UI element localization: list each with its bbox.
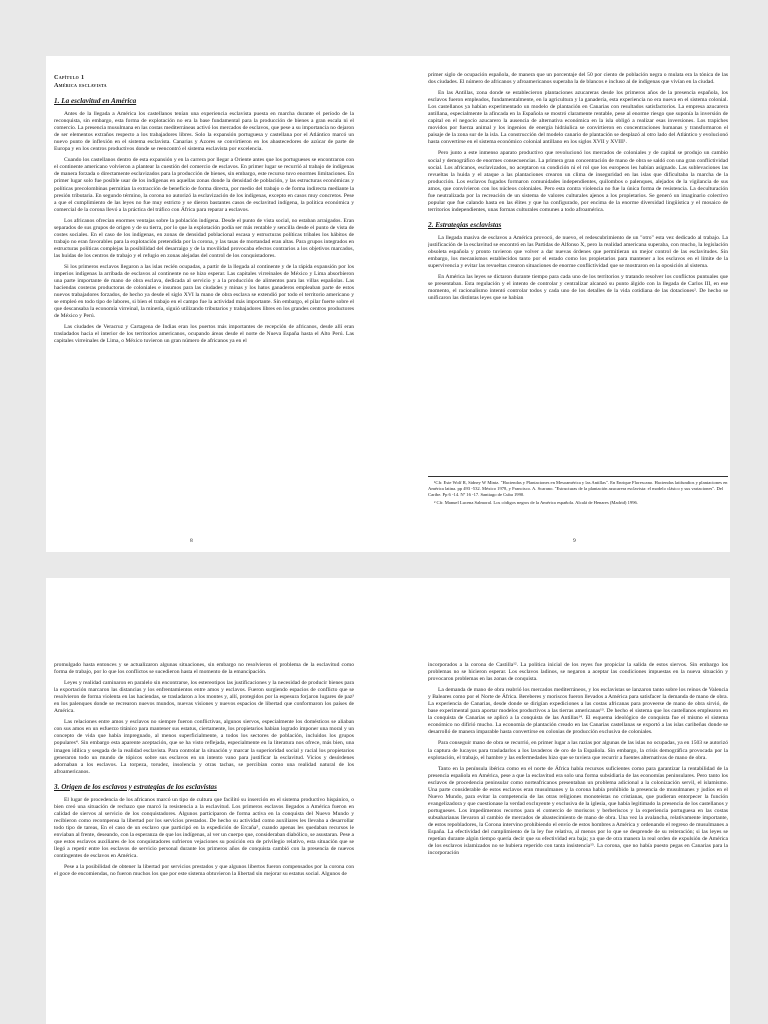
paragraph: La demanda de mano de obra reabrió los mercados mediterráneos, y los esclavistas se lanzaron tanto sobre los reinos de Valencia y Baleares como por el Norte de África. Bereberes y moriscos fueron llevados a América para satisfacer la demanda de mano de obra. La experiencia de Canarias, desde donde se dirigían expediciones a las costas africanas para proveerse de mano de obra sirvió, de base experimental para aportar modelos productivos a las tierras americanas¹³. De hecho el sistema que los castellanos emplearon en la conquista de Canarias se aplicó a la conquista de las Antillas¹⁴. El esquema ideológico de conquista fue el mismo el sistema económico no difirió mucho. La economía de plantación creado en las Canarias castellanas se exportó a las islas caribeñas donde se desarrolló de manera imparable hasta convertirse en colonias de producción exclusiva de coloniales. xyxy=(428,687,728,736)
chapter-label: Capítulo 1 xyxy=(54,74,85,81)
document-page-top xyxy=(46,56,730,552)
paragraph: El lugar de procedencia de los africanos marcó un tipo de cultura que facilitó su inserción en el sistema productivo hispánico, o bien creó una situación de rechazo que marcó la resistencia a la esclavitud. Los primeros esclavos llegados a América fueron en calidad de siervos al servicio de los conquistadores. Algunos participaron de forma activa en la conquista del Nuevo Mundo y recibieron como recompensa la libertad por los servicios prestados. De hecho su actividad como auxiliares les llevaba a desarrollar todo tipo de tareas, En el caso de un esclavo que participó en la expedición de Ercaña⁵, cuando apenas les quedaban recursos le enviaban al frente, deseando, con la esperanza de que los indígenas, al ver un cuerpo que, consideraban diabólico, se asustaran. Pese a que estos esclavos auxiliares de los conquistadores sufrieron vejaciones su posición era de privilegio relativo, esta situación que se llegó a repetir entre los esclavos de servicio personal durante los primeros años de conquista cambió con la presencia de nuevos contingentes de esclavos en América. xyxy=(54,796,354,860)
paragraph: promulgado hasta entonces y se actualizaron algunas situaciones, sin embargo no resolvieron el problema de la esclavitud como forma de trabajo, por lo que los conflictos se sucedieron hasta el momento de la emancipación. xyxy=(54,662,354,676)
paragraph: Pese a la posibilidad de obtener la libertad por servicios prestados y que algunos libertos fueron compensados por la corona con el goce de encomiendas, no fueron muchos los que por este sistema obtuvieron la libertad sin mejorar su estatus social. Algunos de xyxy=(54,864,354,878)
left-column xyxy=(54,662,354,1024)
right-column xyxy=(428,662,728,1024)
chapter-title: América esclavista xyxy=(54,82,107,89)
footnote: ² Cfr. Manuel Lucena Salmoral. Los códigos negros de la América española. Alcalá de Henares (Madrid) 1996. xyxy=(434,500,638,506)
paragraph: Cuando los castellanos dentro de esta expansión y en la carrera por llegar a Oriente antes que los portugueses se encontraron con el continente americano volvieron a plantear la cuestión del comercio de esclavos. En primer lugar se recurrió al trabajo de indígenas de manera forzada o directamente esclavizados para la producción de bienes, sin embargo, este recurso tuvo enormes limitaciones. En primer lugar solo fue posible usar de los indígenas en aquellas zonas donde la densidad de población, y las estructuras económicas y políticas precolombinas permitían la extracción de beneficio de forma directa, por medio del trabajo o de forma indirecta mediante la presión tributaria. En segundo término, la corona no autorizó la esclavización de los indígenas, excepto en casos muy concretos. Pese a que el cumplimiento de las leyes no fue muy estricto y se dieron bastantes casos de esclavitud indígena, la política económica y comercial de la corona llevó a la práctica del tráfico con África para reparar a esclavos. xyxy=(54,157,354,213)
paragraph: Para conseguir mano de obra se recurrió, en primer lugar a las razias por algunas de las islas no ocupadas, ya en 1503 se autorizó la captura de lucayos para trasladarlos a los lavaderos de oro de la Española. Sin embargo, la crisis demográfica provocada por la explotación, el trabajo, el hambre y las enfermedades hizo que se tuviera que recurrir a fuentes alternativas de mano de obra. xyxy=(428,740,728,761)
section-title: 2. Estrategias esclavistas xyxy=(428,220,502,229)
page-number: 8 xyxy=(190,538,193,544)
paragraph: Leyes y realidad caminaron en paralelo sin encontrarse, los estereotipos las justificaciones y la necesidad de producir bienes para la exportación marcaron las distancias y los enfrentamientos entre amos y esclavos. Fueron surgiendo espacios de conflicto que se resolvieron de forma violenta en las haciendas, se trasladaron a los montes y, allí, protegidos por la espesura forjaron lugares de paz³ en los palenques donde se recrearon nuevos mundos, nuevas visiones y nuevos espacios de libertad que conformaron los países de América. xyxy=(54,680,354,715)
page-number: 9 xyxy=(573,538,576,544)
paragraph: La llegada masiva de esclavos a América provocó, de nuevo, el redescubrimiento de un "otro" esta vez dedicado al trabajo. La justificación de la esclavitud se encontró en las Partidas de Alfonso X, pero la realidad americana superaba, con mucho, la legislación obsoleta española y pronto tuvieron que volver a dar nuevas órdenes que permitieran un mejor control de las esclavitudes. Sin embargo, los mecanismos establecidos tanto por el estado como los propietarios para mantener a los esclavos en el límite de la supervivencia y evitar las revueltas crearon situaciones de enorme conflictividad que se mostraron en la oposición al sistema. xyxy=(428,234,728,270)
paragraph: Las relaciones entre amos y esclavos no siempre fueron conflictivas, algunos siervos, especialmente los domésticos se aliaban con sus amos en un esfuerzo titánico para mantener sus estatus, ciertamente, los propietarios habían logrado imponer una moral y un concepto de vida que había impregnado, al menos superficialmente, a todos los sectores de población, incluidos los grupos populares⁴. Sin embargo esta aparente aceptación, que se ha visto reflejada, especialmente en la literatura nos ofrece, más bien, una imagen idílica y sesgada de la realidad esclavista. Para controlar la situación y marcar la superioridad social y racial los propietarios generaron todo un mundo de tópicos sobre sus esclavos en un intento vano para justificar la esclavitud. Vicios y desórdenes adornaban a los esclavos. La torpeza, torudez, insolencia y otras tachas, se percibían como una realidad natural de los afroamericanos. xyxy=(54,719,354,775)
paragraph: Si los primeros esclavos llegaron a las islas recién ocupadas, a partir de la llegada al continente y de la rápida expansión por los imperios indígenas la arribada de esclavos al continente no se hizo esperar. Las capitales virreinales de México y Lima absorbieron una parte importante de mano de obra esclava, dedicada al servicio y a la producción de alimentos para las villas españolas. Las haciendas costeras productoras de coloniales e insumos para las ciudades y minas y los hatos ganaderos empleaban parte de estos nuevos trabajadores forzados, de hecho ya desde el siglo XVI la mano de obra esclava se extendió por todo el territorio americano y se empleó en todo tipo de labores, si bien el trabajo en el campo fue la actividad más importante. Sin embargo, el pilar fuerte sobre el que descansaba la economía virreinal, la minería, siguió utilizando tributarios y trabajadores libres en los grandes centros productores de México y Perú. xyxy=(54,263,354,320)
paragraph: En las Antillas, zona donde se establecieron plantaciones azucareras desde los primeros años de la presencia española, los esclavos fueron empleados, fundamentalmente, en la agricultura y la ganadería, esta experiencia no era nueva en el sistema colonial. Los castellanos ya habían experimentado un modelo de plantación en Canarias con resultados satisfactorios. La empresa azucarera antillana, especialmente la afincada en la Española se mostró claramente rentable, pese al enorme riesgo que suponía la inversión de capital en el negocio azucarero la ausencia de alternativa económica en la isla obligó a realizar esas inversiones. Los trapiches movidos por fuerza animal y los ingenios de energía hidráulica se convirtieron en concentraciones humanas y transformaron el paisaje de la zona sur de la isla. La construcción del modelo canario de plantación se desplazó al otro lado del Atlántico y evolucionó hasta convertirse en el sistema económico colonial antillano en los siglos XVII y XVIII¹. xyxy=(428,90,728,146)
section-title: 3. Origen de los esclavos y estrategias de los esclavistas xyxy=(54,782,217,791)
paragraph: Pero junto a este inmenso aparato productivo que revolucionó los mercados de coloniales y de capital se produjo un cambio social y demográfico de enormes consecuencias. La primera gran concentración de mano de obra se saldó con una gran conflictividad social. Los africanos, esclavizados, no aceptaron su condición ni el rol que los europeos les habían asignado. Las sublevaciones las revueltas la huida y el ataque a las plantaciones crearon un clima de inseguridad en las islas que dificultaba la marcha de la producción. Los esclavos fugados formaron comunidades independientes, quilombos o palenques, alejados de la vigilancia de sus amos, que convivieron con los núcleos coloniales. Pero esta contra violencia no fue la única forma de resistencia. La deculturación fue neutralizada por la recreación de un sistema de valores culturales ajenos a los propietarios. Se generó un imaginario colectivo popular que fue calando hasta en las élites y que ha configurado, por encima de la enorme diversidad lingüística y el mosaico de territorios independientes, unas formas culturales comunes a todo afroamérica. xyxy=(428,150,728,213)
footnote: ¹Cfr. Este Wolf R, Sidney W Mintz. "Haciendas y Plantaciones en Mesoamérica y las Antillas". En Enrique Florescano. Haciendas latifundios y plantaciones en América latina. pp 493 -532. México 1978, y Francisco. A. Scarano. "Estructuras de la plantación azucarera esclavista: el modelo clásico y sus variaciones". Del Caribe. Pp 6 -14. Nº 16 -17. Santiago de Cuba 1990. xyxy=(428,480,728,497)
paragraph: Tanto en la península ibérica como en el norte de África había recursos suficientes como para garantizar la rentabilidad de la presencia española en América, pese a que la esclavitud era solo una forma subsidiaria de las economías peninsulares. Pero tanto los esclavos de procedencia peninsular como norteafricanos presentaban un problema adicional a la colonización servil, el islamismo. Una parte considerable de estos esclavos eran musulmanes y la corona había prohibido la presencia de musulmanes y judíos en el Nuevo Mundo, para evitar la competencia de las otras religiones monoteístas no cristianas, que pudieran entorpecer la función evangelizadora y que cuestionase la verdad excluyente y exclusiva de la iglesia, que había legitimado la presencia de los castellanos y portugueses. Los impedimentos recortos para el comercio de moriscos y berberiscos y la experiencia portuguesa en las costas subsaharianas llevaron al cambio de mercados de abastecimiento de mano de obra. Una vez la avalancha, relativamente importante, de estos repobladores, la Corona intervino prohibiendo el envío de estos hombres a América y ordenando el regreso de musulmanes a España. La efectividad del cumplimiento de la ley fue relativa, al menos por lo que se desprende de su reiteración; si las leyes se repetían durante algún tiempo quería decir que su efectividad era baja; ya que de otra manera la real orden de expulsión de América de los esclavos islamizados no se hubiera reperido con tanta insistencia¹⁵. La corona, que no había puesto pegas en Canarias para la incorporación xyxy=(428,765,728,857)
left-column xyxy=(54,74,354,534)
paragraph: Las ciudades de Veracruz y Cartagena de Indias eran los puertos más importantes de recepción de africanos, desde allí eran trasladados hacia el interior de los territorios americanos, ocupando áreas desde el norte de Nueva España hasta el Alto Perú. Las capitales virreinales de Lima, o México tuvieron un gran número de africanos ya en el xyxy=(54,324,354,345)
footnotes xyxy=(428,476,728,509)
section-title: 1. La esclavitud en América xyxy=(54,97,137,105)
paragraph: primer siglo de ocupación española, de manera que un porcentaje del 50 por ciento de población negra o mulata era la tónica de las dos ciudades. El número de africanos y afroamericanos superaba la de blancos e incluso al de indígenas que vivían en la ciudad. xyxy=(428,72,728,86)
paragraph: En América las leyes se dictaron durante tiempo para cada uno de los territorios y tratando resolver los conflictos puntuales que se presentaban. Esta regulación y el intento de controlar y centralizar alcanzó su punto álgido con la llegada de Carlos III, en ese momento, el racionalismo intentó controlar todos y cada uno de los detalles de la vida cotidiana de las dotaciones². De hecho se unificaron las distintas leyes que se habían xyxy=(428,274,728,302)
document-page-bottom xyxy=(46,578,730,1024)
paragraph: Los africanos ofrecían enormes ventajas sobre la población indígena. Desde el punto de vista social, no estaban arraigados. Eran separados de sus grupos de origen y de su tierra, por lo que la explotación podía ser más rentable y sencilla desde el punto de vista de costes sociales. En el caso de los indígenas, en zonas de densidad poblacional escasa y estructuras políticas tribales los hábitos de trabajo no eran favorables para la explotación pretendida por la corona, y las tasas de mortandad eran altas. Para grupos integrados en estructuras políticas complejas la posibilidad del desarraigo y de la movilidad provocaba efectos contrarios a los objetivos marcados, las huidas de los centros de trabajo y el refugio en zonas alejadas del control de los conquistadores. xyxy=(54,217,354,259)
paragraph: incorporados a la corona de Castilla¹². La política inicial de los reyes fue propiciar la salida de estos siervos. Sin embargo los problemas no se hicieron esperar. Los esclavos ladinos, se negaron a aceptar las condiciones impuestas en la nueva situación y provocaron problemas en las zonas de conquista. xyxy=(428,662,728,683)
paragraph: Antes de la llegada a América los castellanos tenían una experiencia esclavista puesta en marcha durante el período de la reconquista, sin embargo, esta forma de explotación no era la base fundamental para la producción de bienes a gran escala ni el comercio. La presencia musulmana en las costas mediterráneas activó los mercados de esclavos, que pese a su importancia no dejaron de ser elementos extraños respecto a los trabajadores libres. Solo la expansión portuguesa y castellana por el Atlántico marcó un nuevo punto de inflexión en el sistema esclavista. Canarias y Azores se convirtieron en los abastecedores de azúcar de parte de Europa y en los centros productivos donde se reencontró el sistema esclavista por excelencia. xyxy=(54,111,354,153)
right-column xyxy=(428,72,728,462)
